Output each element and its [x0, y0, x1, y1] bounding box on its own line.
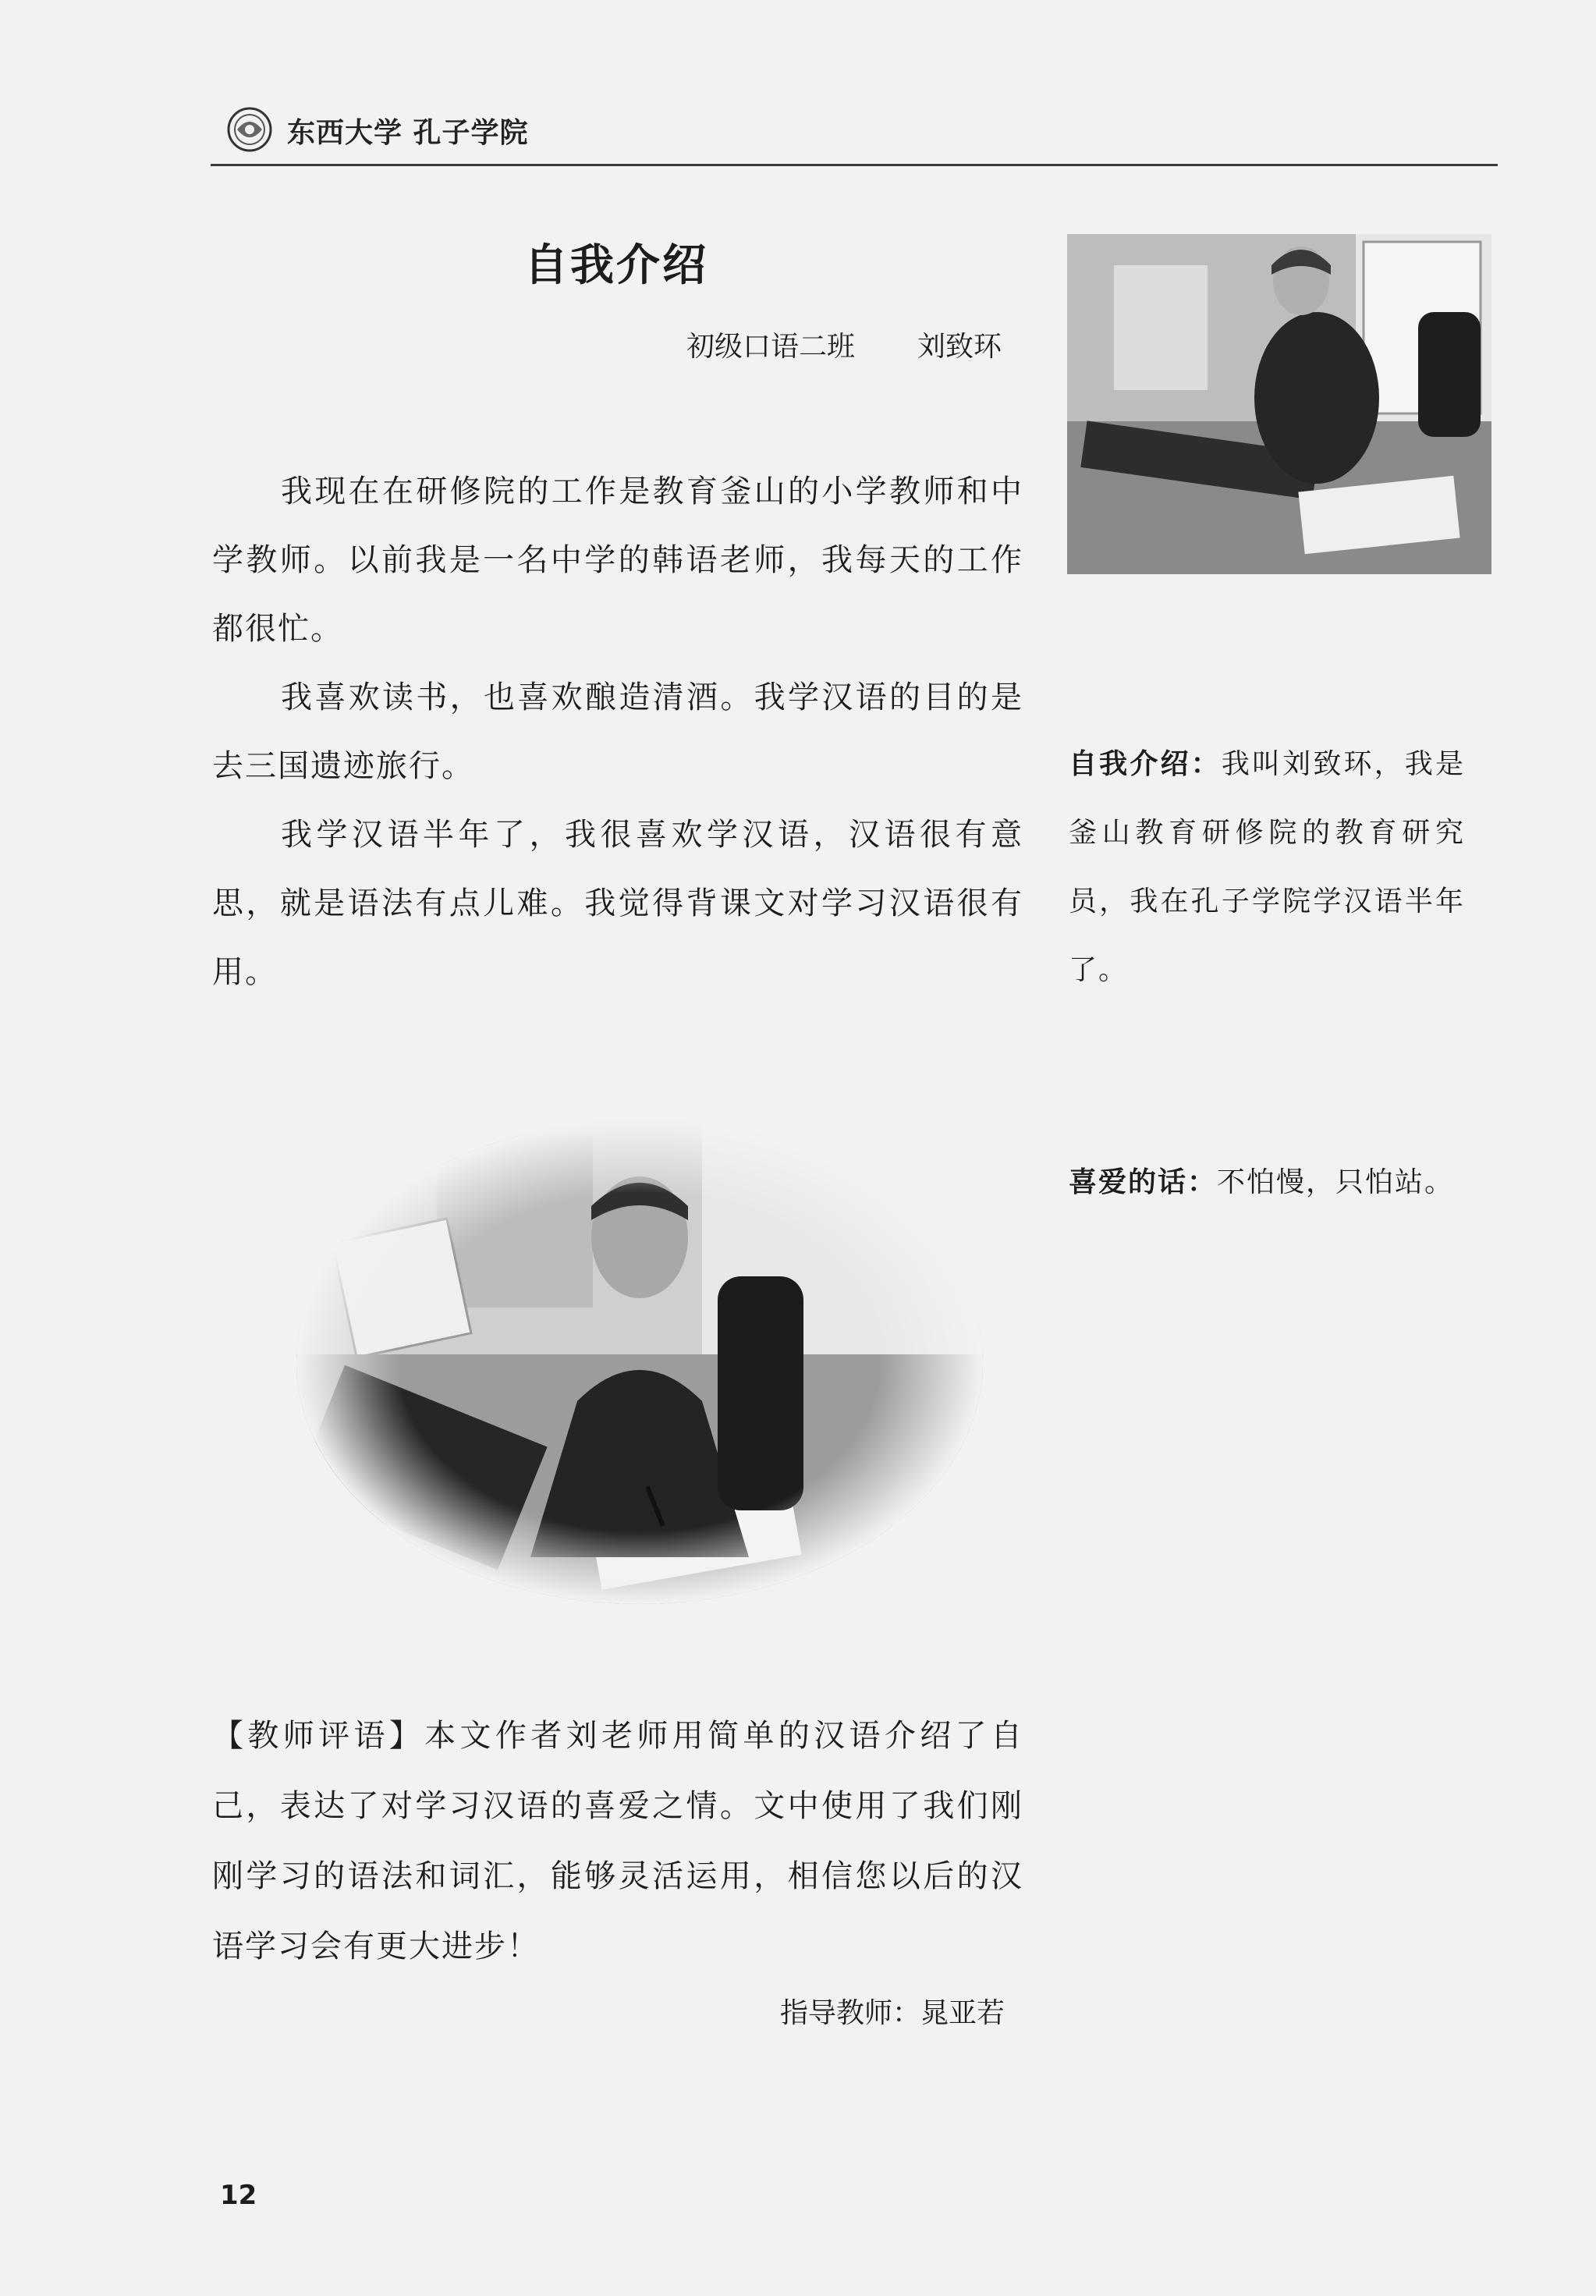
author-photo [1067, 234, 1491, 574]
self-intro-text: 我叫刘致环，我是釜山教育研修院的教育研究员，我在孔子学院学汉语半年了。 [1069, 748, 1465, 986]
teacher-signature: 指导教师：晁亚若 [780, 1997, 1005, 2029]
class-name: 初级口语二班 [686, 331, 856, 363]
article-byline [686, 325, 1002, 364]
page-number: 12 [220, 2180, 257, 2211]
self-intro-label: 自我介绍： [1069, 748, 1222, 780]
author-reading-photo [296, 1120, 983, 1604]
paragraph: 我现在在研修院的工作是教育釜山的小学教师和中学教师。以前我是一名中学的韩语老师，我每天的工作都很忙。 [212, 474, 1023, 647]
header-divider [211, 164, 1498, 166]
teacher-comment: 【教师评语】本文作者刘老师用简单的汉语介绍了自己，表达了对学习汉语的喜爱之情。文中使用了我们刚刚学习的语法和词汇，能够灵活运用，相信您以后的汉语学习会有更大进步！ [212, 1718, 1023, 1964]
motto-note [1069, 1148, 1465, 1217]
article-body [212, 457, 1023, 1006]
paragraph: 我学汉语半年了，我很喜欢学汉语，汉语很有意思，就是语法有点儿难。我觉得背课文对学习汉语很有用。 [212, 817, 1023, 990]
page-header [211, 103, 1498, 165]
header-title: 东西大学 孔子学院 [287, 117, 529, 149]
paragraph: 我喜欢读书，也喜欢酿造清酒。我学汉语的目的是去三国遗迹旅行。 [212, 680, 1023, 784]
institute-logo [226, 106, 273, 153]
author-name: 刘致环 [917, 331, 1002, 363]
article-title: 自我介绍 [524, 240, 708, 291]
self-intro-note [1069, 730, 1465, 1005]
motto-text: 不怕慢，只怕站。 [1217, 1166, 1455, 1198]
motto-label: 喜爱的话： [1069, 1166, 1218, 1198]
